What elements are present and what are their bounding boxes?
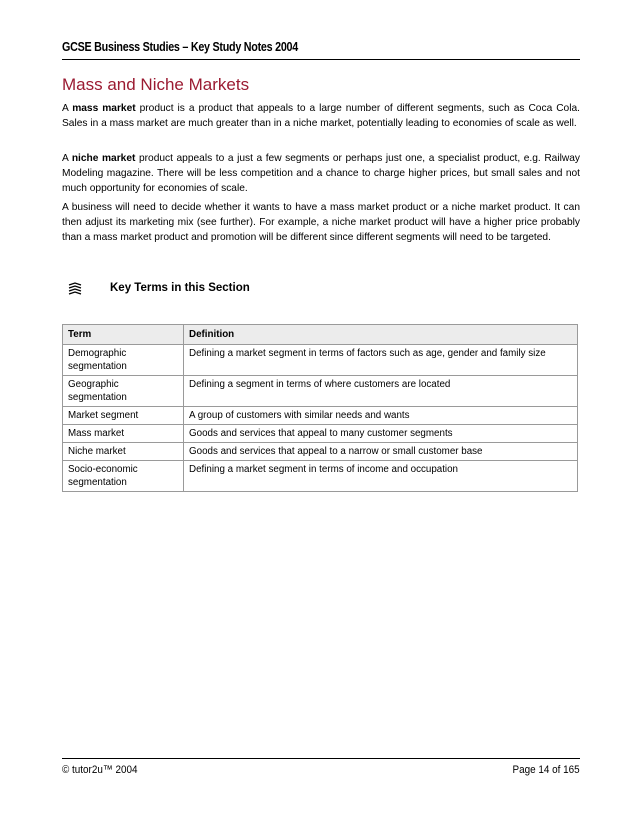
- page-header: GCSE Business Studies – Key Study Notes 2004: [62, 40, 298, 54]
- column-header-term: Term: [63, 325, 184, 345]
- book-stack-icon: [68, 282, 82, 296]
- page-number: Page 14 of 165: [512, 764, 580, 776]
- term-cell: Geographic segmentation: [63, 376, 184, 407]
- table-row: [63, 376, 578, 407]
- table-row: [63, 443, 578, 461]
- p1-pre: A: [62, 103, 73, 114]
- p2-bold-term: niche market: [71, 153, 136, 164]
- table-row: [63, 407, 578, 425]
- p1-post: product is a product that appeals to a large number of different segments, such as Coca Cola. Sales in a mass market are much greater than in a niche market, potentially leading to economies of scale as well.: [62, 103, 580, 129]
- header-divider: [62, 59, 580, 60]
- term-cell: Niche market: [63, 443, 184, 461]
- key-terms-heading-row: [68, 282, 250, 297]
- paragraph-mass-market: [62, 101, 580, 131]
- p2-post: product appeals to a just a few segments or perhaps just one, a specialist product, e.g. Railway Modeling magazine. There will be less competition and a chance to charge higher prices, but small sales and not much opportunity for economies of scale.: [62, 153, 580, 194]
- p1-bold-term: mass market: [72, 103, 136, 114]
- paragraph-decision: A business will need to decide whether it wants to have a mass market product or a niche market product. It can then adjust its marketing mix (see further). For example, a niche market product will have a higher price probably than a mass market product and promotion will be different since different segments will need to be targeted.: [62, 202, 580, 243]
- term-cell: Mass market: [63, 425, 184, 443]
- key-terms-heading: Key Terms in this Section: [110, 282, 250, 294]
- paragraph-niche-market: [62, 151, 580, 196]
- term-cell: Socio-economic segmentation: [63, 461, 184, 492]
- table-row: [63, 425, 578, 443]
- key-terms-table: [62, 324, 578, 492]
- definition-cell: Defining a market segment in terms of factors such as age, gender and family size: [184, 345, 578, 376]
- definition-cell: Defining a market segment in terms of income and occupation: [184, 461, 578, 492]
- table-row: [63, 461, 578, 492]
- definition-cell: Defining a segment in terms of where customers are located: [184, 376, 578, 407]
- table-header-row: [63, 325, 578, 345]
- footer-divider: [62, 758, 580, 759]
- term-cell: Demographic segmentation: [63, 345, 184, 376]
- term-cell: Market segment: [63, 407, 184, 425]
- definition-cell: Goods and services that appeal to many customer segments: [184, 425, 578, 443]
- table-row: [63, 345, 578, 376]
- footer-copyright: © tutor2u™ 2004: [62, 764, 138, 776]
- section-title: Mass and Niche Markets: [62, 75, 250, 94]
- definition-cell: A group of customers with similar needs and wants: [184, 407, 578, 425]
- definition-cell: Goods and services that appeal to a narrow or small customer base: [184, 443, 578, 461]
- column-header-definition: Definition: [184, 325, 578, 345]
- p2-pre: A: [62, 153, 72, 164]
